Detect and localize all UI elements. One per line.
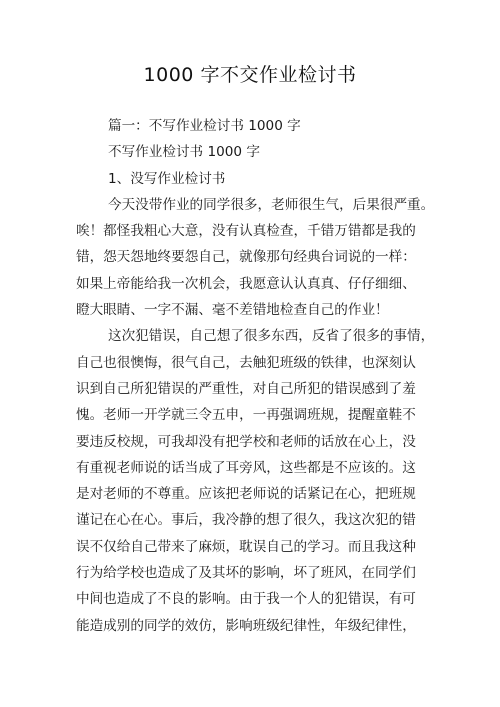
document-title: 1000 字不交作业检讨书 (143, 64, 357, 86)
text-line: 这次犯错误，自己想了很多东西，反省了很多的事情， (108, 328, 435, 345)
text-line: 误不仅给自己带来了麻烦，耽误自己的学习。而且我这种 (76, 538, 416, 555)
text-line: 能造成别的同学的效仿，影响班级纪律性，年级纪律性， (76, 617, 416, 634)
document-body (76, 113, 442, 639)
text-line: 不写作业检讨书 1000 字 (108, 144, 260, 161)
text-line: 如果上帝能给我一次机会，我愿意认认真真、仔仔细细、 (76, 275, 416, 292)
text-line: 行为给学校也造成了及其坏的影响，坏了班风，在同学们 (76, 565, 416, 582)
text-line: 1、没写作业检讨书 (108, 170, 226, 187)
text-line: 唉！都怪我粗心大意，没有认真检查，千错万错都是我的 (76, 223, 416, 240)
text-line: 愧。老师一开学就三令五申，一再强调班规，提醒童鞋不 (76, 407, 416, 424)
text-line: 是对老师的不尊重。应该把老师说的话紧记在心，把班规 (76, 486, 416, 503)
text-line: 中间也造成了不良的影响。由于我一个人的犯错误，有可 (76, 591, 416, 608)
text-line: 今天没带作业的同学很多，老师很生气，后果很严重。 (108, 196, 435, 213)
text-line: 瞪大眼睛、一字不漏、毫不差错地检查自己的作业！ (76, 302, 389, 319)
text-line: 要违反校规，可我却没有把学校和老师的话放在心上，没 (76, 433, 416, 450)
text-line: 有重视老师说的话当成了耳旁风，这些都是不应该的。这 (76, 459, 416, 476)
text-line: 错，怨天怨地终要怨自己，就像那句经典台词说的一样： (76, 249, 416, 266)
text-line: 篇一：不写作业检讨书 1000 字 (108, 118, 301, 134)
text-line: 谨记在心在心。事后，我冷静的想了很久，我这次犯的错 (76, 512, 416, 529)
text-line: 自己也很懊悔，很气自己，去触犯班级的铁律，也深刻认 (76, 354, 416, 371)
text-line: 识到自己所犯错误的严重性，对自己所犯的错误感到了羞 (76, 380, 416, 397)
